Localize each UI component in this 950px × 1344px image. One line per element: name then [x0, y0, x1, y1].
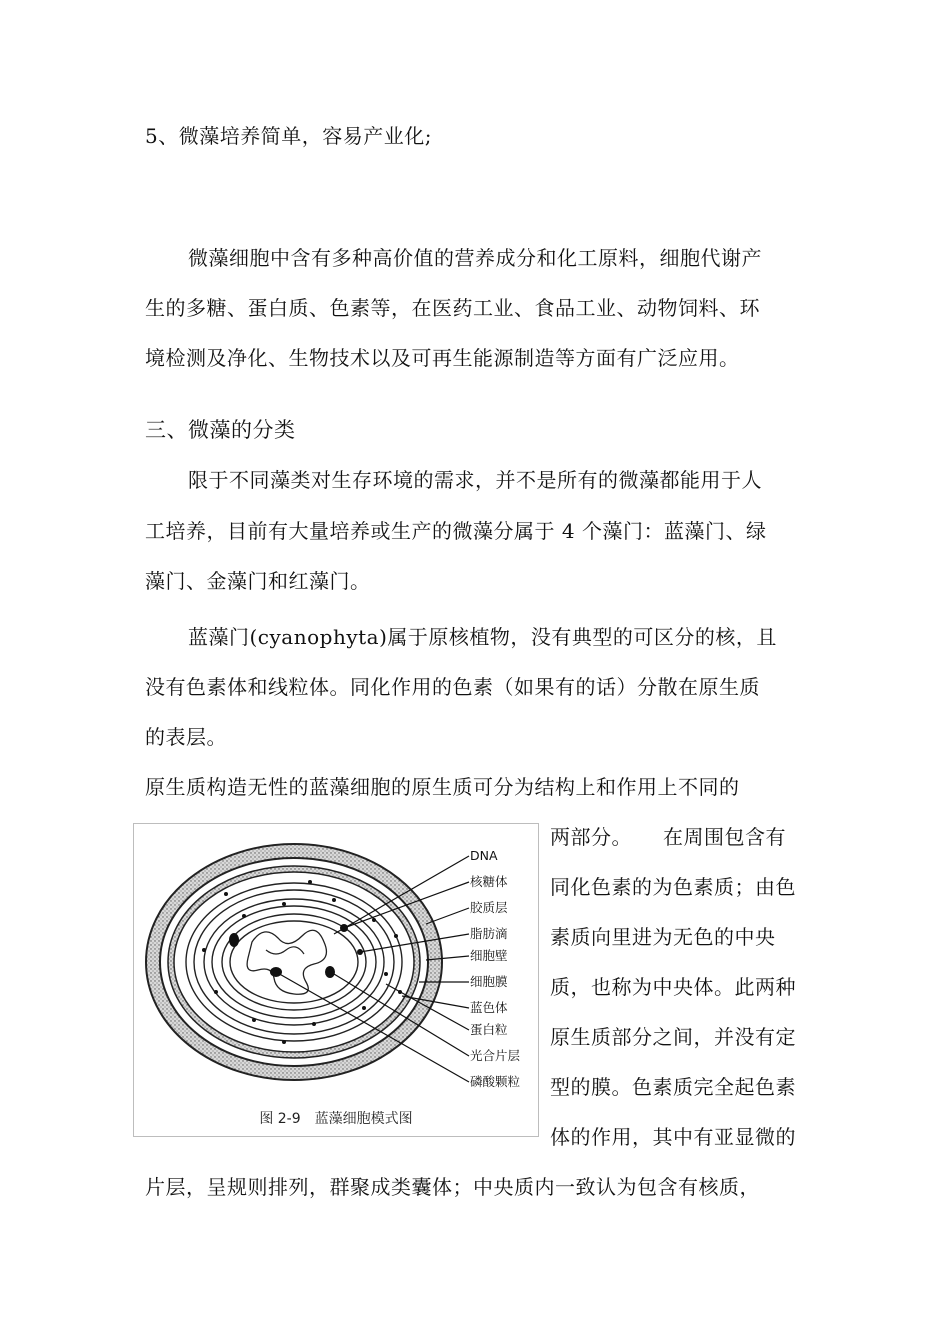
side-text-line: 两部分。 在周围包含有 [550, 825, 786, 849]
list-item-5: 5、微藻培养简单，容易产业化; [145, 124, 432, 148]
side-text-line: 型的膜。色素质完全起色素 [550, 1075, 796, 1099]
label-polyphosphate-granule: 磷酸颗粒 [470, 1074, 521, 1089]
side-text-line: 同化色素的为色素质；由色 [550, 875, 796, 899]
side-text-line: 原生质部分之间，并没有定 [550, 1025, 796, 1049]
side-text-line: 体的作用，其中有亚显微的 [550, 1125, 796, 1149]
paragraph-line: 原生质构造无性的蓝藻细胞的原生质可分为结构上和作用上不同的 [145, 775, 740, 799]
paragraph-line: 蓝藻门(cyanophyta)属于原核植物，没有典型的可区分的核，且 [188, 625, 777, 649]
paragraph-line: 限于不同藻类对生存环境的需求，并不是所有的微藻都能用于人 [188, 468, 762, 492]
paragraph-line: 微藻细胞中含有多种高价值的营养成分和化工原料，细胞代谢产 [188, 246, 762, 270]
label-cyanosome: 蓝色体 [470, 1000, 508, 1015]
label-cell-membrane: 细胞膜 [470, 974, 508, 989]
label-lipid-droplet: 脂肪滴 [470, 926, 508, 941]
paragraph-line: 没有色素体和线粒体。同化作用的色素（如果有的话）分散在原生质 [145, 675, 760, 699]
label-gelatinous-layer: 胶质层 [470, 900, 508, 915]
paragraph-line: 境检测及净化、生物技术以及可再生能源制造等方面有广泛应用。 [145, 346, 740, 370]
label-dna: DNA [470, 848, 498, 863]
cell-diagram-figure [133, 823, 539, 1137]
paragraph-line: 藻门、金藻门和红藻门。 [145, 569, 371, 593]
paragraph-line: 片层，呈规则排列，群聚成类囊体；中央质内一致认为包含有核质， [145, 1175, 760, 1199]
label-protein-granule: 蛋白粒 [470, 1022, 508, 1037]
paragraph-line: 工培养，目前有大量培养或生产的微藻分属于 4 个藻门：蓝藻门、绿 [145, 519, 767, 543]
paragraph-line: 生的多糖、蛋白质、色素等，在医药工业、食品工业、动物饲料、环 [145, 296, 760, 320]
figure-caption: 图 2-9 蓝藻细胞模式图 [259, 1111, 413, 1127]
side-text-line: 质，也称为中央体。此两种 [550, 975, 796, 999]
section-heading: 三、微藻的分类 [145, 418, 296, 442]
label-thylakoid: 光合片层 [470, 1048, 521, 1063]
label-cell-wall: 细胞壁 [470, 948, 508, 963]
label-ribosome: 核糖体 [470, 874, 508, 889]
paragraph-line: 的表层。 [145, 725, 227, 749]
side-text-line: 素质向里进为无色的中央 [550, 925, 776, 949]
